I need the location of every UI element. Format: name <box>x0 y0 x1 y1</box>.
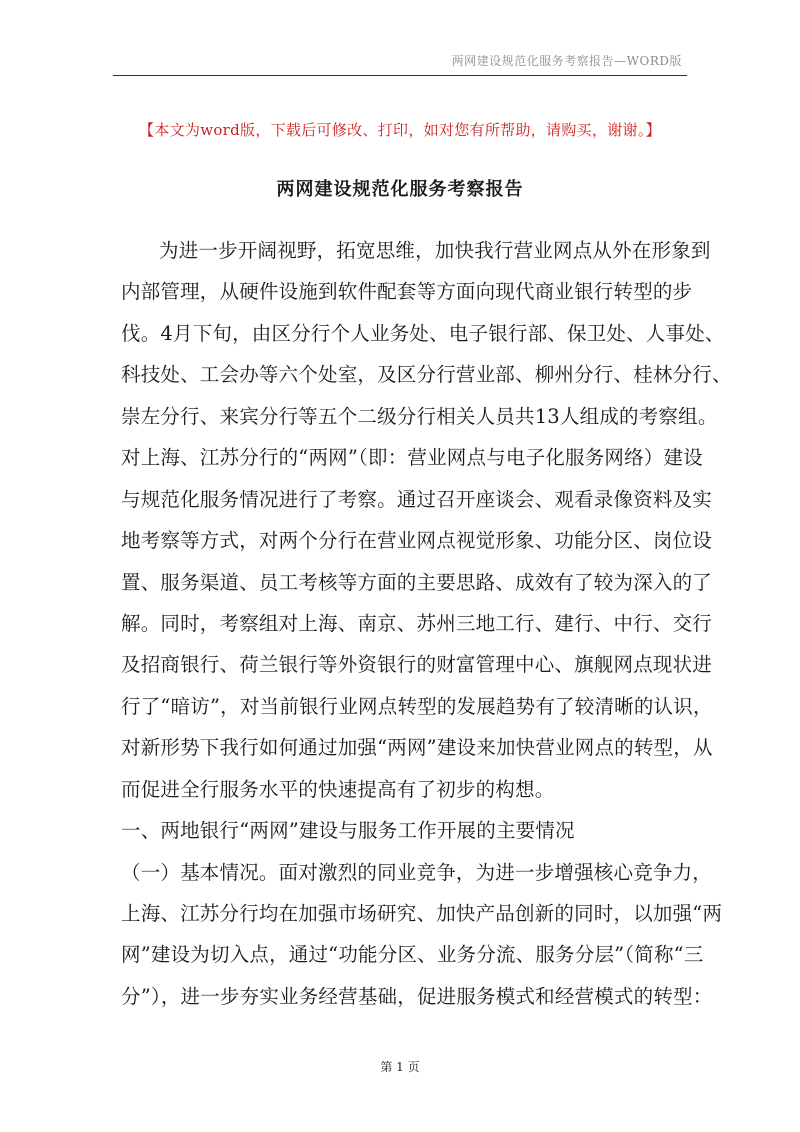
body-line: 分”），进一步夯实业务经营基础，促进服务模式和经营模式的转型： <box>121 984 713 1008</box>
document-body <box>121 230 732 1017</box>
body-line: 解。同时，考察组对上海、南京、苏州三地工行、建行、中行、交行 <box>121 611 713 635</box>
body-line: 崇左分行、来宾分行等五个二级分行相关人员共13人组成的考察组。 <box>121 404 718 428</box>
body-line: 地考察等方式，对两个分行在营业网点视觉形象、功能分区、岗位设 <box>121 529 713 553</box>
body-line: 伐。4月下旬，由区分行个人业务处、电子银行部、保卫处、人事处、 <box>121 321 725 345</box>
body-line: 内部管理，从硬件设施到软件配套等方面向现代商业银行转型的步 <box>121 280 693 304</box>
running-header: 两网建设规范化服务考察报告—WORD版 <box>451 54 682 68</box>
body-line: 对新形势下我行如何通过加强“两网”建设来加快营业网点的转型，从 <box>121 736 713 760</box>
page-number: 第 1 页 <box>380 1060 420 1074</box>
body-line: 上海、江苏分行均在加强市场研究、加快产品创新的同时，以加强“两 <box>121 902 723 925</box>
body-line: 对上海、江苏分行的“两网”（即：营业网点与电子化服务网络）建设 <box>121 446 703 470</box>
section-heading: 一、两地银行“两网”建设与服务工作开展的主要情况 <box>121 819 575 843</box>
body-line: 及招商银行、荷兰银行等外资银行的财富管理中心、旗舰网点现状进 <box>121 653 713 677</box>
header-divider <box>113 75 687 76</box>
body-line: 网”建设为切入点，通过“功能分区、业务分流、服务分层”（简称“三 <box>121 943 704 967</box>
body-line: 为进一步开阔视野，拓宽思维，加快我行营业网点从外在形象到 <box>159 239 711 262</box>
body-line: 科技处、工会办等六个处室，及区分行营业部、柳州分行、桂林分行、 <box>121 363 732 387</box>
body-line: 与规范化服务情况进行了考察。通过召开座谈会、观看录像资料及实 <box>121 487 713 511</box>
body-line: （一）基本情况。面对激烈的同业竞争，为进一步增强核心竞争力， <box>121 860 713 884</box>
document-title: 两网建设规范化服务考察报告 <box>276 179 524 200</box>
body-line: 行了“暗访”，对当前银行业网点转型的发展趋势有了较清晰的认识， <box>121 694 713 718</box>
download-notice: 【本文为word版，下载后可修改、打印，如对您有所帮助，请购买，谢谢。】 <box>139 121 661 139</box>
body-line: 而促进全行服务水平的快速提高有了初步的构想。 <box>121 777 555 801</box>
body-line: 置、服务渠道、员工考核等方面的主要思路、成效有了较为深入的了 <box>121 570 713 594</box>
